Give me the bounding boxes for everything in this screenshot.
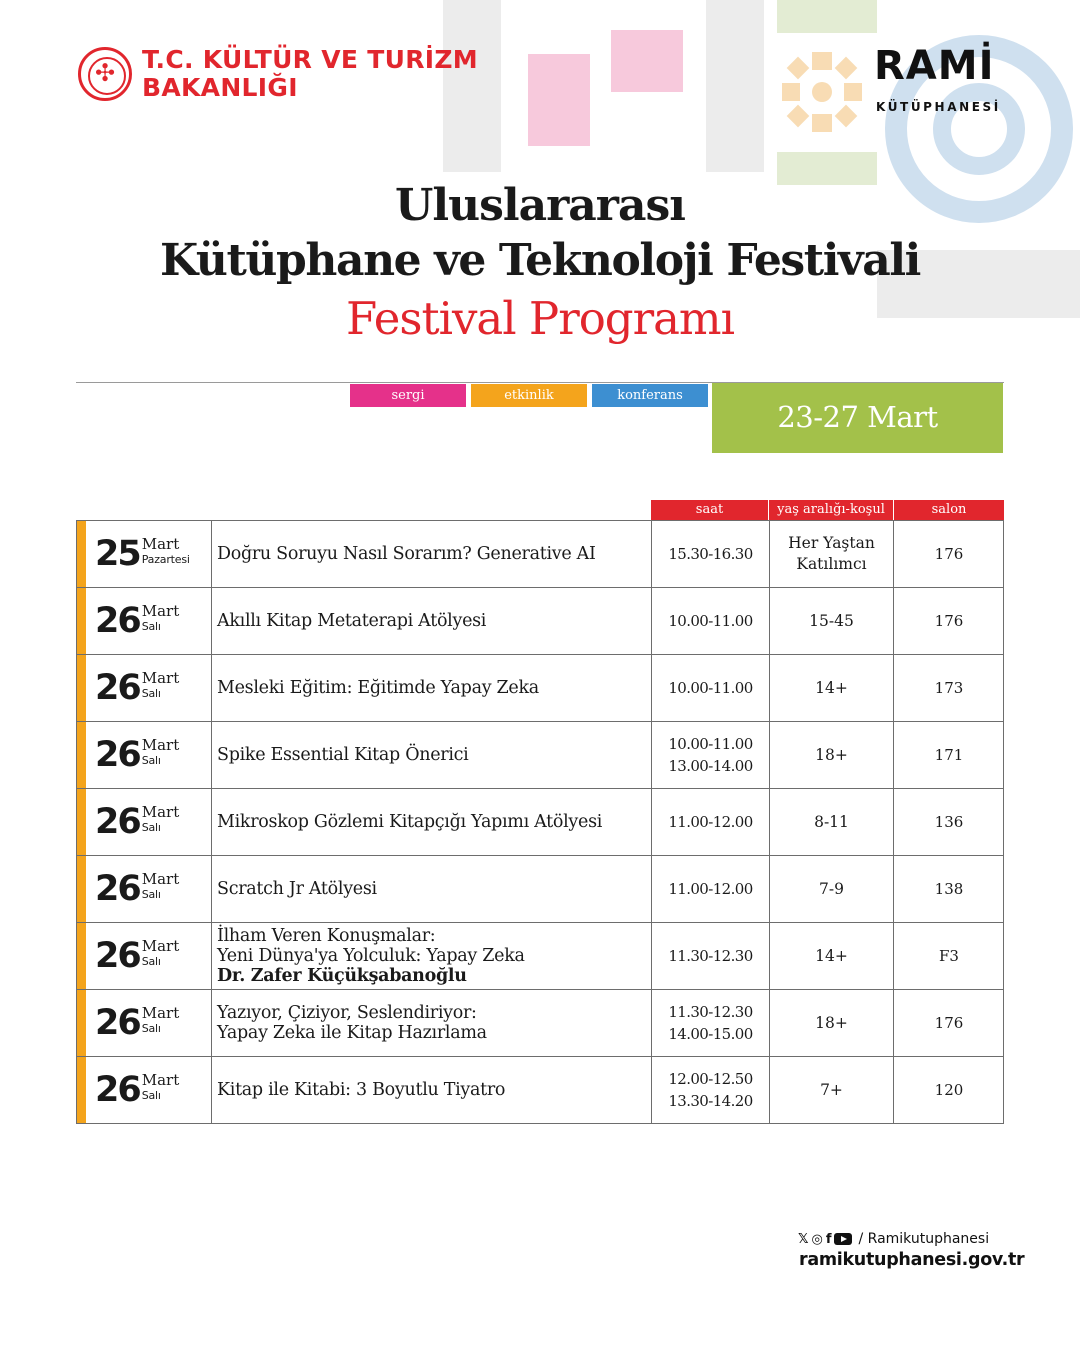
table-row xyxy=(76,588,1004,655)
age-cell xyxy=(770,588,894,654)
day-number: 26 xyxy=(95,869,140,909)
category-accent-bar xyxy=(77,521,86,587)
time-range: 14.00-15.00 xyxy=(668,1025,753,1043)
youtube-icon[interactable] xyxy=(834,1233,852,1245)
time-range: 10.00-11.00 xyxy=(668,612,753,630)
category-accent-bar xyxy=(77,1057,86,1123)
social-links xyxy=(798,1231,989,1247)
time-range: 11.00-12.00 xyxy=(668,813,753,831)
column-header-yas: yaş aralığı-koşul xyxy=(769,500,893,520)
event-title: Kitap ile Kitabi: 3 Boyutlu Tiyatro xyxy=(217,1080,506,1100)
time-range: 10.00-11.00 xyxy=(668,735,753,753)
event-title: Akıllı Kitap Metaterapi Atölyesi xyxy=(217,611,487,631)
library-sun-icon xyxy=(782,52,862,132)
time-cell xyxy=(652,990,770,1056)
month-label: Mart xyxy=(141,1004,180,1022)
x-icon[interactable]: 𝕏 xyxy=(798,1231,809,1247)
time-cell xyxy=(652,521,770,587)
event-title-cell xyxy=(212,856,652,922)
event-title-cell xyxy=(212,655,652,721)
age-cell xyxy=(770,1057,894,1123)
date-cell xyxy=(86,722,212,788)
event-title-cell xyxy=(212,521,652,587)
table-row xyxy=(76,923,1004,990)
time-range: 15.30-16.30 xyxy=(668,545,753,563)
decor-block xyxy=(611,30,683,92)
event-title-cell xyxy=(212,923,652,989)
time-range: 10.00-11.00 xyxy=(668,679,753,697)
age-range: 18+ xyxy=(815,745,848,764)
event-title-cell xyxy=(212,789,652,855)
page-subtitle: Festival Programı xyxy=(346,292,734,345)
time-range: 12.00-12.50 xyxy=(668,1070,753,1088)
age-range: 8-11 xyxy=(814,812,849,831)
category-accent-bar xyxy=(77,722,86,788)
age-range: 15-45 xyxy=(809,611,854,630)
category-accent-bar xyxy=(77,990,86,1056)
table-row xyxy=(76,789,1004,856)
room-cell: F3 xyxy=(939,947,959,965)
month-label: Mart xyxy=(141,803,180,821)
age-range: 14+ xyxy=(815,678,848,697)
room-cell: 120 xyxy=(934,1081,964,1099)
weekday-label: Pazartesi xyxy=(141,553,190,566)
event-title: Yazıyor, Çiziyor, Seslendiriyor: xyxy=(217,1003,477,1023)
time-cell xyxy=(652,856,770,922)
event-title: Mesleki Eğitim: Eğitimde Yapay Zeka xyxy=(217,678,539,698)
date-cell xyxy=(86,521,212,587)
room-cell: 176 xyxy=(934,545,964,563)
category-accent-bar xyxy=(77,856,86,922)
weekday-label: Salı xyxy=(141,1089,161,1102)
age-range: 14+ xyxy=(815,946,848,965)
weekday-label: Salı xyxy=(141,1022,161,1035)
day-number: 25 xyxy=(95,534,140,574)
day-number: 26 xyxy=(95,601,140,641)
social-handle: / Ramikutuphanesi xyxy=(858,1231,990,1247)
instagram-icon[interactable]: ◎ xyxy=(811,1231,823,1247)
event-title-cell xyxy=(212,990,652,1056)
date-cell xyxy=(86,990,212,1056)
ministry-name-line1: T.C. KÜLTÜR VE TURİZM xyxy=(142,45,478,74)
category-accent-bar xyxy=(77,923,86,989)
event-title: Mikroskop Gözlemi Kitapçığı Yapımı Atölyesi xyxy=(217,812,603,832)
room-cell: 176 xyxy=(934,612,964,630)
time-range: 13.00-14.00 xyxy=(668,757,753,775)
age-cell xyxy=(770,655,894,721)
time-cell xyxy=(652,923,770,989)
time-range: 11.00-12.00 xyxy=(668,880,753,898)
month-label: Mart xyxy=(141,602,180,620)
month-label: Mart xyxy=(141,736,180,754)
column-header-salon: salon xyxy=(894,500,1004,520)
month-label: Mart xyxy=(141,870,180,888)
category-accent-bar xyxy=(77,789,86,855)
decor-block xyxy=(777,0,877,33)
library-logo-name: RAMİ xyxy=(874,43,995,89)
table-row xyxy=(76,856,1004,923)
day-number: 26 xyxy=(95,735,140,775)
age-cell xyxy=(770,521,894,587)
ministry-name-line2: BAKANLIĞI xyxy=(142,73,298,102)
age-range: 7-9 xyxy=(819,879,844,898)
month-label: Mart xyxy=(141,535,180,553)
time-cell xyxy=(652,1057,770,1123)
room-cell: 136 xyxy=(934,813,964,831)
room-cell: 138 xyxy=(934,880,964,898)
ministry-logo xyxy=(78,46,478,102)
age-cell xyxy=(770,923,894,989)
weekday-label: Salı xyxy=(141,687,161,700)
day-number: 26 xyxy=(95,1070,140,1110)
time-cell xyxy=(652,588,770,654)
event-title: Scratch Jr Atölyesi xyxy=(217,879,377,899)
page-title-line2: Kütüphane ve Teknoloji Festivali xyxy=(160,235,920,286)
event-title: Spike Essential Kitap Önerici xyxy=(217,745,469,765)
column-header-saat: saat xyxy=(651,500,768,520)
table-row xyxy=(76,655,1004,722)
weekday-label: Salı xyxy=(141,620,161,633)
table-row xyxy=(76,521,1004,588)
legend-konferans: konferans xyxy=(592,384,708,407)
website-url[interactable]: ramikutuphanesi.gov.tr xyxy=(799,1250,1025,1270)
age-cell xyxy=(770,856,894,922)
time-cell xyxy=(652,722,770,788)
event-title-cell xyxy=(212,588,652,654)
decor-block xyxy=(706,0,764,172)
table-row xyxy=(76,722,1004,789)
event-title: Yapay Zeka ile Kitap Hazırlama xyxy=(217,1023,487,1043)
event-title-cell xyxy=(212,1057,652,1123)
age-range: Katılımcı xyxy=(796,555,867,573)
time-cell xyxy=(652,655,770,721)
weekday-label: Salı xyxy=(141,821,161,834)
day-number: 26 xyxy=(95,936,140,976)
ministry-name xyxy=(142,46,478,102)
age-range: Her Yaştan xyxy=(788,534,875,552)
legend-sergi: sergi xyxy=(350,384,466,407)
date-cell xyxy=(86,789,212,855)
date-cell xyxy=(86,588,212,654)
room-cell: 173 xyxy=(934,679,964,697)
time-range: 11.30-12.30 xyxy=(668,947,753,965)
room-cell: 171 xyxy=(934,746,964,764)
decor-block xyxy=(528,54,590,146)
schedule-table xyxy=(76,520,1004,1124)
date-cell xyxy=(86,655,212,721)
weekday-label: Salı xyxy=(141,888,161,901)
room-cell: 176 xyxy=(934,1014,964,1032)
month-label: Mart xyxy=(141,937,180,955)
date-cell xyxy=(86,923,212,989)
event-title: Doğru Soruyu Nasıl Sorarım? Generative AI xyxy=(217,544,596,564)
table-row xyxy=(76,990,1004,1057)
age-cell xyxy=(770,722,894,788)
legend-etkinlik: etkinlik xyxy=(471,384,587,407)
age-cell xyxy=(770,789,894,855)
category-accent-bar xyxy=(77,655,86,721)
month-label: Mart xyxy=(141,669,180,687)
time-cell xyxy=(652,789,770,855)
event-title-cell xyxy=(212,722,652,788)
age-range: 18+ xyxy=(815,1013,848,1032)
weekday-label: Salı xyxy=(141,955,161,968)
date-cell xyxy=(86,1057,212,1123)
event-title: Yeni Dünya'ya Yolculuk: Yapay Zeka xyxy=(217,946,525,966)
month-label: Mart xyxy=(141,1071,180,1089)
event-title: İlham Veren Konuşmalar: xyxy=(217,926,436,946)
date-cell xyxy=(86,856,212,922)
facebook-icon[interactable]: f xyxy=(825,1231,832,1247)
table-row xyxy=(76,1057,1004,1124)
age-range: 7+ xyxy=(820,1080,843,1099)
time-range: 13.30-14.20 xyxy=(668,1092,753,1110)
page-title-line1: Uluslararası xyxy=(395,180,685,231)
category-accent-bar xyxy=(77,588,86,654)
ministry-seal-icon xyxy=(78,47,132,101)
time-range: 11.30-12.30 xyxy=(668,1003,753,1021)
decor-ring xyxy=(933,83,1025,175)
date-range-badge: 23-27 Mart xyxy=(712,383,1003,453)
day-number: 26 xyxy=(95,668,140,708)
day-number: 26 xyxy=(95,1003,140,1043)
library-logo-sub: KÜTÜPHANESİ xyxy=(876,100,1001,114)
weekday-label: Salı xyxy=(141,754,161,767)
speaker-name: Dr. Zafer Küçükşabanoğlu xyxy=(217,966,467,986)
day-number: 26 xyxy=(95,802,140,842)
age-cell xyxy=(770,990,894,1056)
